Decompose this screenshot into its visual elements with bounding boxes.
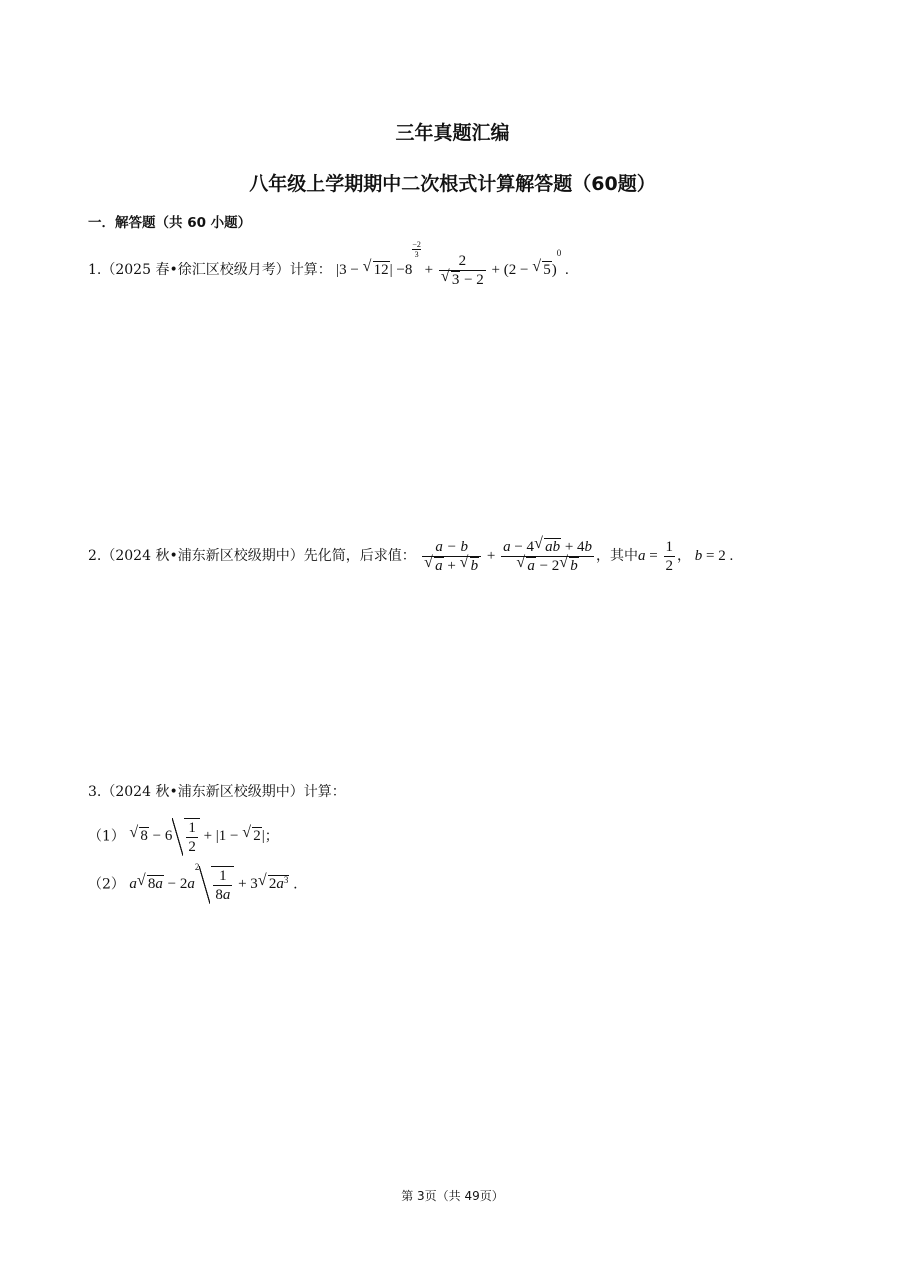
question-1-number: 1. <box>88 261 102 278</box>
question-2-prompt: 先化简，后求值： <box>303 547 416 564</box>
question-1 <box>88 240 569 289</box>
question-2-number: 2. <box>88 547 102 564</box>
document-title: 三年真题汇编 <box>395 122 510 144</box>
question-3-number: 3. <box>88 784 102 800</box>
question-2-comma: ， <box>677 547 691 564</box>
question-3-part-2-label: （2） <box>88 876 125 893</box>
question-3-part-1-end: ； <box>264 828 279 845</box>
question-1-source: （2025 春•徐汇区校级月考） <box>101 261 290 278</box>
question-3-part-2-expression: a√ $8a - 2a^2$ $\frac{1}{8a}$ + 3√ $2a^3$ <box>129 876 293 892</box>
question-2 <box>88 538 733 575</box>
question-2-condition: a = $\frac{1}{2}$ <box>638 539 673 574</box>
question-3-prompt: 计算： <box>303 784 346 800</box>
document-subtitle: 八年级上学期期中二次根式计算解答题（60题） <box>249 173 656 195</box>
question-3 <box>88 781 346 801</box>
question-3-part-1-label: （1） <box>88 828 125 845</box>
page-footer: 第 3页（共 49页） <box>401 1189 504 1203</box>
question-3-part-2-end: . <box>293 876 298 893</box>
question-3-part-1 <box>88 818 279 856</box>
question-3-part-2 <box>88 862 298 904</box>
question-2-source: （2024 秋•浦东新区校级期中） <box>101 547 304 564</box>
question-1-prompt: 计算： <box>289 261 332 278</box>
question-2-condition-b: b = 2 . <box>694 547 734 564</box>
section-heading: 一．解答题（共 60 小题） <box>88 215 252 231</box>
question-3-part-1-expression: √ 8 − 6 $\frac{1}{2}$ + |1 − √ 2| <box>129 828 264 844</box>
question-3-source: （2024 秋•浦东新区校级期中） <box>101 784 304 800</box>
question-2-condition-text: ，其中 <box>596 547 639 564</box>
question-1-expression: |3 − √ 12| −8 $\frac{-2}{3}$ + 2 √ 3 − 2 + (2 − √ 5)$^0$ . <box>336 262 569 278</box>
question-2-expression: a − b √ a + √ b + a − 4√ ab + 4b √ a − 2√ b <box>420 548 596 564</box>
